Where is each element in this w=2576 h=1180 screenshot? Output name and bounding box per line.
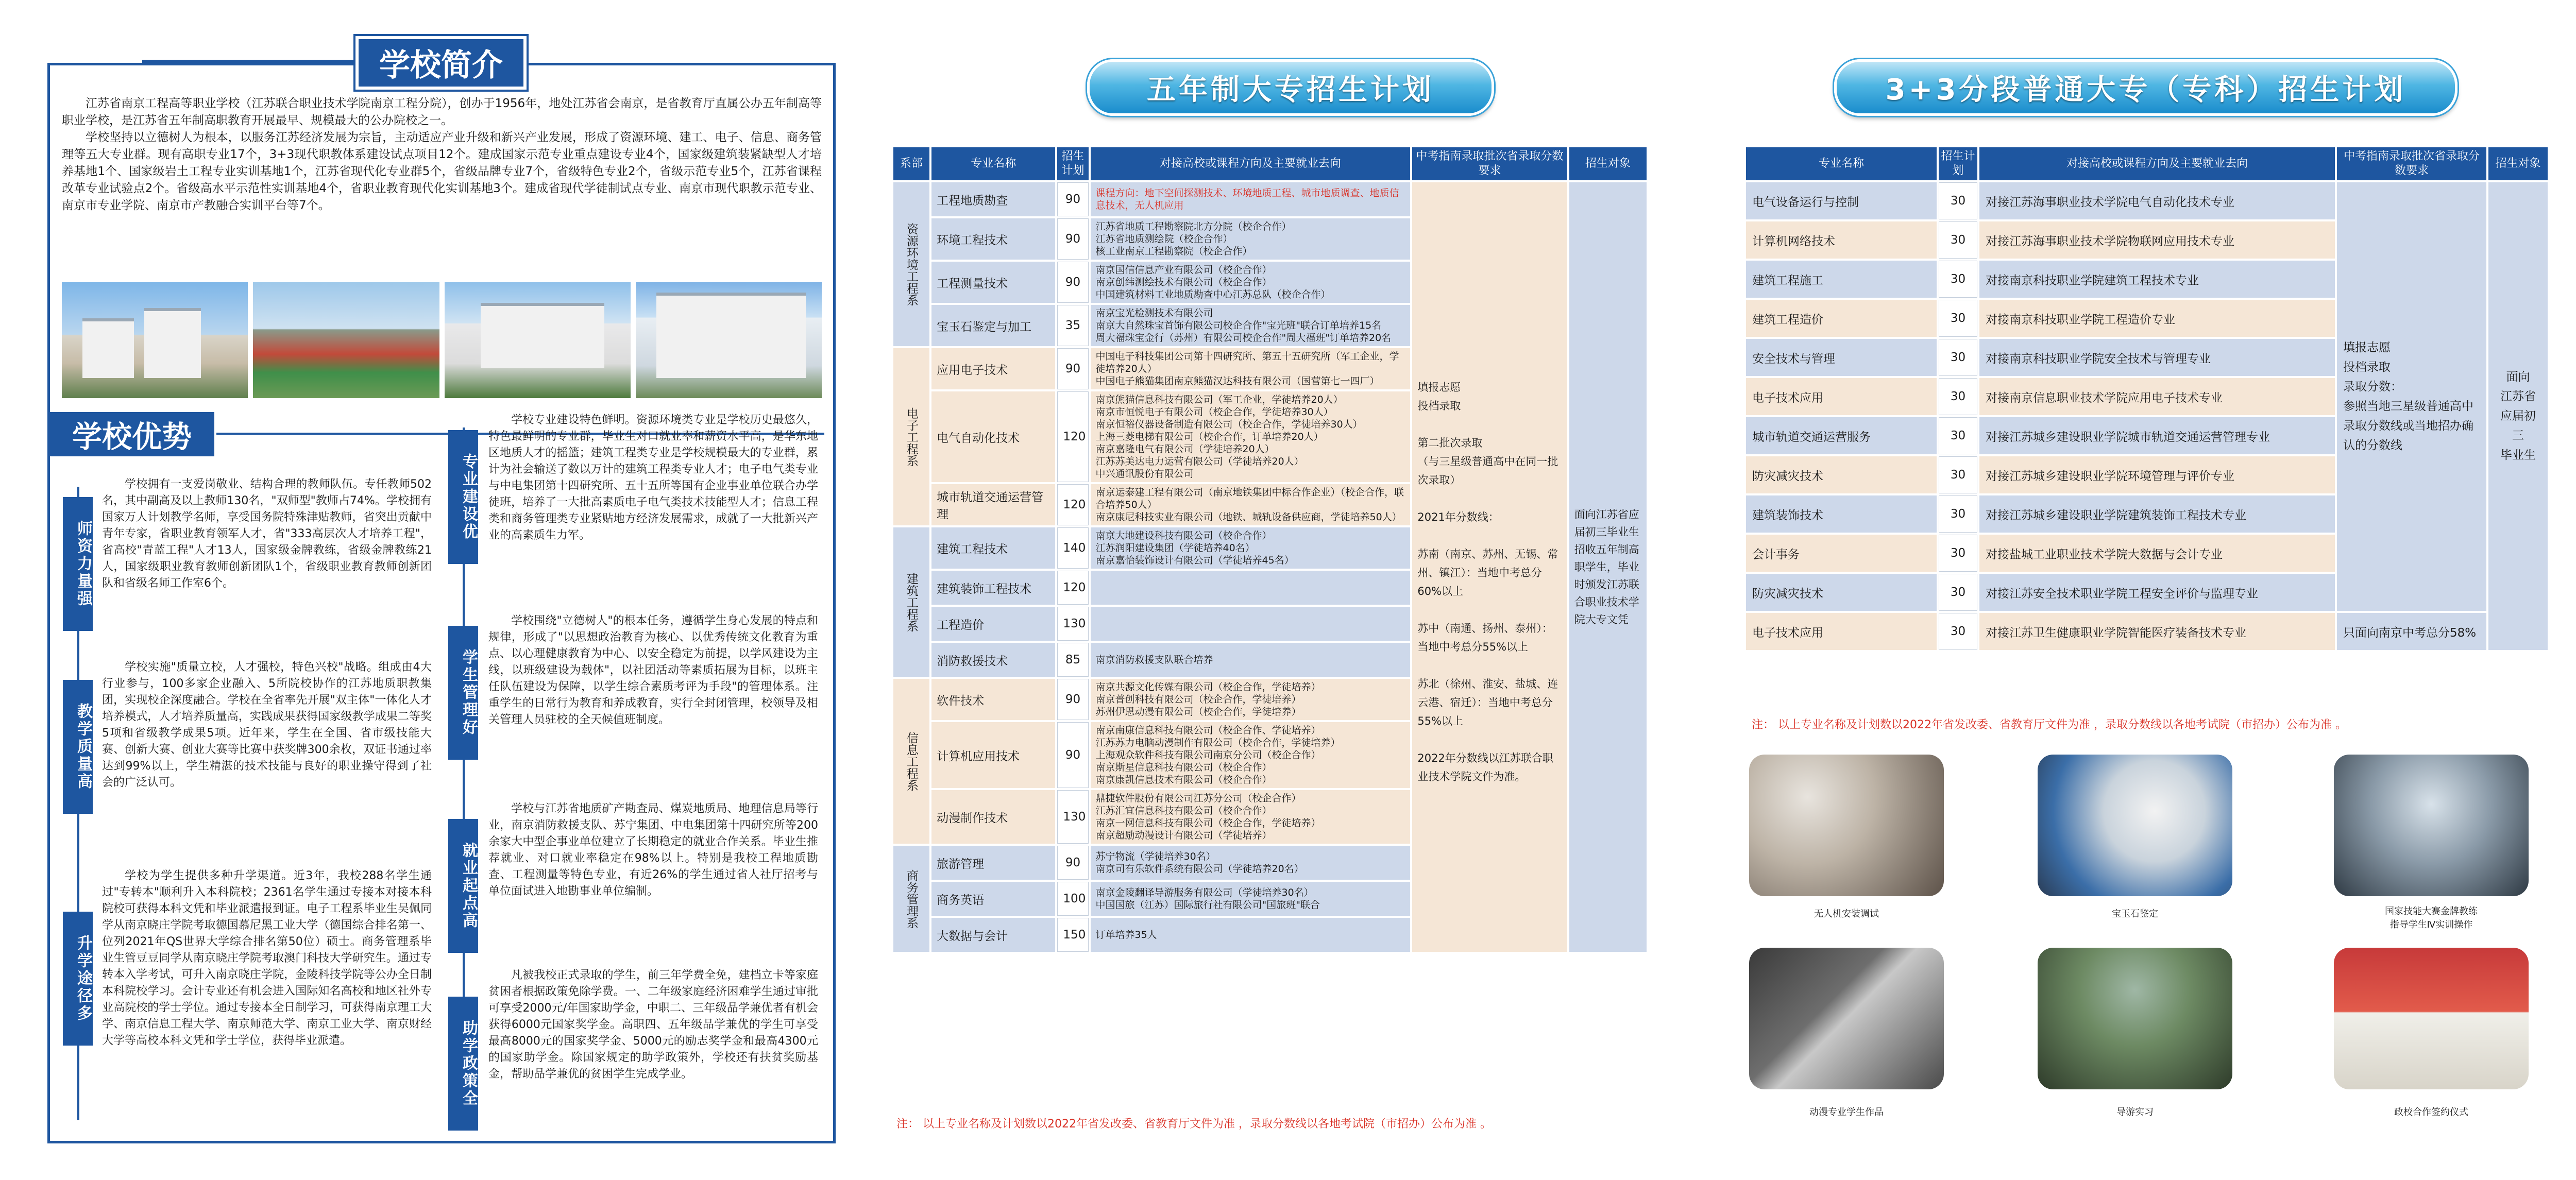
gallery-photo <box>2334 948 2529 1089</box>
quota-cell: 90 <box>1057 679 1088 720</box>
section-text-majors: 学校专业建设特色鲜明。资源环境类专业是学校历史最悠久，特色最鲜明的专业群，毕业生对口就业率和薪资水平高，是华东地区地质人才的摇篮；建筑工程类专业是学校规模最大的专业群，累计为社会输送了数以万计的建筑工程类专业人才；电子电气类专业与中电集团第十四研究所、五十五所等国有企业事业单位联合办学徒班，培养了一大批高素质电子电气类技术技能型人才；信息工程类和商务管理类专业紧贴地方经济发展需求，成就了一大批新兴产业的高素质生力军。 <box>488 414 818 542</box>
intro-paragraph: 学校坚持以立德树人为根本，以服务江苏经济发展为宗旨，主动适应产业升级和新兴产业发展，形成了资源环境、建工、电子、信息、商务管理等五大专业群。现有高职专业17个，3+3现代职教体系建设试点项目12个。建成国家示范专业重点建设专业4个，国家级建筑装紧缺型人才培养基地1个、国家级岩土工程专业实训基地1个，江苏省现代化专业群5个，省级品牌专业7个，省级特色专业2个，省级示范专业5个，江苏省课程改革专业试验点2个。省级高水平示范性实训基地4个，省职业教育现代化实训基地3个。建成省现代学徒制试点专业、南京市现代职教示范专业、南京市专业学院、南京市产教融合实训平台等7个。 <box>62 131 822 212</box>
campus-building-photo <box>636 282 822 398</box>
quota-cell: 90 <box>1057 846 1088 880</box>
major-name-cell: 工程地质勘查 <box>931 182 1055 216</box>
five-year-plan-table <box>891 145 1649 954</box>
department-cell: 信息工程系 <box>893 679 929 844</box>
column-header: 系部 <box>893 147 929 180</box>
column-header: 中考指南录取批次省录取分数要求 <box>2337 147 2486 180</box>
quota-cell: 120 <box>1057 391 1088 482</box>
section-tag-teaching: 教学质量高 <box>63 680 93 814</box>
major-name-cell: 工程测量技术 <box>931 262 1055 303</box>
cooperation-cell: 对接江苏卫生健康职业学院智能医疗装备技术专业 <box>1979 613 2335 650</box>
cooperation-cell: 对接南京科技职业学院工程造价专业 <box>1979 300 2335 337</box>
gallery-photo <box>1749 948 1944 1089</box>
quota-cell: 30 <box>1939 261 1977 298</box>
table-header-row <box>893 147 1647 180</box>
school-advantages-title: 学校优势 <box>49 412 214 456</box>
campus-photo <box>62 282 248 398</box>
cooperation-cell: 对接江苏城乡建设职业学院城市轨道交通运营管理专业 <box>1979 417 2335 454</box>
three-plus-three-banner: 3+3分段普通大专（专科）招生计划 <box>1834 59 2458 116</box>
column-header: 招生计划 <box>1057 147 1088 180</box>
quota-cell: 35 <box>1057 305 1088 346</box>
quota-cell: 120 <box>1057 571 1088 605</box>
cooperation-cell: 对接江苏安全技术职业学院工程安全评价与监理专业 <box>1979 574 2335 611</box>
gallery-caption: 动漫专业学生作品 <box>1809 1107 1884 1118</box>
gallery-caption: 无人机安装调试 <box>1814 909 1879 919</box>
major-name-cell: 计算机应用技术 <box>931 722 1055 788</box>
cooperation-cell: 对接江苏海事职业技术学院物联网应用技术专业 <box>1979 221 2335 259</box>
quota-cell: 30 <box>1939 613 1977 650</box>
enrollment-target-cell: 面向江苏省应届初三毕业生招收五年制高职学生，毕业时颁发江苏联合职业技术学院大专文凭 <box>1569 182 1647 952</box>
gallery-caption: 国家技能大赛金牌教练 指导学生Ⅳ实训操作 <box>2385 906 2478 930</box>
quota-cell: 85 <box>1057 643 1088 677</box>
cooperation-cell: 南京金陵翻译导游服务有限公司（学徒培养30名） 中国国旅（江苏）国际旅行社有限公司"国旅班"联合 <box>1091 882 1411 916</box>
column-header: 专业名称 <box>931 147 1055 180</box>
major-name-cell: 宝玉石鉴定与加工 <box>931 305 1055 346</box>
enrollment-target-cell: 面向 江苏省 应届初三 毕业生 <box>2488 182 2548 650</box>
table-row <box>893 182 1647 216</box>
column-header: 对接高校或课程方向及主要就业去向 <box>1091 147 1411 180</box>
intro-paragraph: 江苏省南京工程高等职业学校（江苏联合职业技术学院南京工程分院），创办于1956年，地处江苏省会南京，是省教育厅直属公办五年制高等职业学校，是江苏省五年制高职教育开展最早、规模最大的公办院校之一。 <box>62 97 822 127</box>
school-intro-title: 学校简介 <box>355 36 527 90</box>
admission-requirement-cell: 填报志愿 投档录取 录取分数： 参照当地三星级普通高中录取分数线或当地招办确认的分数线 <box>2337 182 2486 611</box>
department-cell: 商务管理系 <box>893 846 929 952</box>
cooperation-cell: 对接江苏海事职业技术学院电气自动化技术专业 <box>1979 182 2335 219</box>
major-name-cell: 电子技术应用 <box>1746 378 1937 415</box>
major-name-cell: 电子技术应用 <box>1746 613 1937 650</box>
section-text-faculty: 学校拥有一支爱岗敬业、结构合理的教师队伍。专任教师502名，其中副高及以上教师130名，"双师型"教师占74%。学校拥有国家万人计划教学名师，享受国务院特殊津贴教师，省突出贡献中青年专家，省职业教育领军人才，省"333高层次人才培养工程"，省高校"青蓝工程"人才13人，国家级金牌教练，省级金牌教练21人，国家级职业教育教师创新团队1个，省级职业教育教师创新团队和省级名师工作室6个。 <box>102 478 432 590</box>
five-year-plan-note: 注： 以上专业名称及计划数以2022年省发改委、省教育厅文件为准 ，录取分数线以各地考试院（市招办）公布为准 。 <box>896 1118 1492 1131</box>
section-text-employment: 学校与江苏省地质矿产勘查局、煤炭地质局、地理信息局等行业，南京消防救援支队、苏宁集团、中电集团第十四研究所等200余家大中型企事业单位建立了长期稳定的就业合作关系。毕业生推荐就业、对口就业率稳定在98%以上。特别是我校工程地质勘查、工程测量等特色专业，有近26%的学生通过省人社厅招考与单位面试进入地勘事业单位编制。 <box>488 802 818 898</box>
quota-cell: 90 <box>1057 218 1088 260</box>
column-header: 对接高校或课程方向及主要就业去向 <box>1979 147 2335 180</box>
quota-cell: 120 <box>1057 484 1088 525</box>
cooperation-cell: 课程方向：地下空间探测技术、环境地质工程、城市地质调查、地质信息技术，无人机应用 <box>1091 182 1411 216</box>
quota-cell: 30 <box>1939 300 1977 337</box>
gallery-caption: 导游实习 <box>2116 1107 2154 1118</box>
cooperation-cell: 中国电子科技集团公司第十四研究所、第五十五研究所（军工企业，学徒培养20人） 中国电子熊猫集团南京熊猫汉达科技有限公司（国营第七一四厂） <box>1091 348 1411 389</box>
quota-cell: 30 <box>1939 417 1977 454</box>
gallery-photo <box>2038 948 2232 1089</box>
major-name-cell: 应用电子技术 <box>931 348 1055 389</box>
cooperation-cell: 南京南康信息科技有限公司（校企合作、学徒培养） 江苏苏力电脑动漫制作有限公司（校企合作，学徒培养） 上海观众软件科技有限公司南京分公司（校企合作） 南京斯星信息科技有限公司（校企合作） 南京康凯信息技术有限公司（校企合作） <box>1091 722 1411 788</box>
cooperation-cell: 南京熊猫信息科技有限公司（军工企业，学徒培养20人） 南京市恒悦电子有限公司（校企合作，学徒培养30人） 南京恒裕仪器设备制造有限公司（校企合作，学徒培养30人） 上海三菱电梯有限公司（校企合作，订单培养20人） 南京嘉隆电气有限公司（学徒培养20人） 江苏苏美达电力运营有限公司（学徒培养20人） 中兴通讯股份有限公司 <box>1091 391 1411 482</box>
section-text-student-management: 学校围绕"立德树人"的根本任务，遵循学生身心发展的特点和规律，形成了"以思想政治教育为核心、以优秀传统文化教育为重点、以心理健康教育为中心、以安全稳定为前提，以学风建设为主线，以班级建设为载体"，以社团活动等素质拓展为目标，以班主任队伍建设为保障，以学生综合素质考评为手段"的管理体系。注重学生的日常行为教育和养成教育，实行全封闭管理，校领导及相关管理人员驻校的全天候值班制度。 <box>488 614 818 726</box>
major-name-cell: 建筑装饰工程技术 <box>931 571 1055 605</box>
quota-cell: 30 <box>1939 182 1977 219</box>
department-cell: 建筑工程系 <box>893 527 929 677</box>
quota-cell: 90 <box>1057 262 1088 303</box>
cooperation-cell: 南京消防救援支队联合培养 <box>1091 643 1411 677</box>
column-header: 招生对象 <box>2488 147 2548 180</box>
cooperation-cell: 南京宝光检测技术有限公司 南京大自然珠宝首饰有限公司校企合作"宝光班"联合订单培养15名 周大福珠宝金行（苏州）有限公司校企合作"周大福班"订单培养20名 <box>1091 305 1411 346</box>
cooperation-cell: 南京国信信息产业有限公司（校企合作） 南京创纬测绘技术有限公司（校企合作） 中国建筑材料工业地质勘查中心江苏总队（校企合作） <box>1091 262 1411 303</box>
cooperation-cell: 南京共源文化传媒有限公司（校企合作，学徒培养） 南京普创科技有限公司（校企合作，学徒培养） 苏州伊恩动漫有限公司（校企合作，学徒培养） <box>1091 679 1411 720</box>
cooperation-cell: 南京运泰建工程有限公司（南京地铁集团中标合作企业）（校企合作，联合培养50人） 南京康尼科技实业有限公司（地铁、城轨设备供应商，学徒培养50人） <box>1091 484 1411 525</box>
major-name-cell: 电气设备运行与控制 <box>1746 182 1937 219</box>
major-name-cell: 建筑装饰技术 <box>1746 495 1937 533</box>
major-name-cell: 建筑工程施工 <box>1746 261 1937 298</box>
column-header: 专业名称 <box>1746 147 1937 180</box>
cooperation-cell: 对接南京科技职业学院安全技术与管理专业 <box>1979 339 2335 376</box>
cooperation-cell: 对接江苏城乡建设职业学院环境管理与评价专业 <box>1979 456 2335 493</box>
quota-cell: 30 <box>1939 456 1977 493</box>
three-plus-three-note: 注： 以上专业名称及计划数以2022年省发改委、省教育厅文件为准 ，录取分数线以各地考试院（市招办）公布为准 。 <box>1752 719 2347 731</box>
gallery-photo <box>2334 755 2529 896</box>
school-intro-text <box>62 95 822 214</box>
section-tag-employment: 就业起点高 <box>448 819 478 953</box>
major-name-cell: 城市轨道交通运营管理 <box>931 484 1055 525</box>
cooperation-cell <box>1091 571 1411 605</box>
campus-building-photo <box>445 282 631 398</box>
major-name-cell: 建筑工程造价 <box>1746 300 1937 337</box>
cooperation-cell: 对接江苏城乡建设职业学院建筑装饰工程技术专业 <box>1979 495 2335 533</box>
major-name-cell: 城市轨道交通运营服务 <box>1746 417 1937 454</box>
major-name-cell: 电气自动化技术 <box>931 391 1055 482</box>
gallery-caption: 政校合作签约仪式 <box>2394 1107 2468 1118</box>
quota-cell: 90 <box>1057 348 1088 389</box>
major-name-cell: 安全技术与管理 <box>1746 339 1937 376</box>
quota-cell: 30 <box>1939 378 1977 415</box>
section-text-financial-aid: 凡被我校正式录取的学生，前三年学费全免，建档立卡等家庭贫困者根据政策免除学费。一、二年级家庭经济困难学生通过审批可享受2000元/年国家助学金，中职二、三年级品学兼优者有机会获得6000元国家奖学金。高职四、五年级品学兼优的学生可享受最高8000元的国家奖学金、5000元的励志奖学金和最高4300元的国家助学金。除国家规定的助学政策外，学校还有扶贫奖励基金，帮助品学兼优的贫困学生完成学业。 <box>488 969 818 1081</box>
section-text-further-study: 学校为学生提供多种升学渠道。近3年，我校288名学生通过"专转本"顺利升入本科院校；2361名学生通过专接本对接本科院校可获得本科文凭和毕业派遣报到证。电子工程系毕业生吴佩同学从南京晓庄学院考取德国慕尼黑工业大学（德国综合排名第一、位列2021年QS世界大学综合排名第50位）硕士。商务管理系毕业生管豆豆同学从南京晓庄学院考取澳门科技大学研究生。通过专转本入学考试，可升入南京晓庄学院，金陵科技学院等公办全日制本科院校学习。会计专业还有机会进入国际知名高校和地区社外专业高院校的学士学位。通过专接本全日制学习，可获得南京理工大学、南京信息工程大学、南京师范大学、南京工业大学、南京财经大学等高校本科文凭和学士学位，获得毕业派遣。 <box>102 869 432 1047</box>
quota-cell: 130 <box>1057 607 1088 641</box>
gallery-photo <box>2038 755 2232 896</box>
admission-requirement-cell: 填报志愿 投档录取 第二批次录取 （与三星级普通高中在同一批次录取） 2021年分数线： 苏南（南京、苏州、无锡、常州、镇江）：当地中考总分60%以上 苏中（南通、扬州、泰州）：当地中考总分55%以上 苏北（徐州、淮安、盐城、连云港、宿迁）：当地中考总分55%以上 2022年分数线以江苏联合职业技术学院文件为准。 <box>1412 182 1567 952</box>
major-name-cell: 旅游管理 <box>931 846 1055 880</box>
cooperation-cell: 对接南京科技职业学院建筑工程技术专业 <box>1979 261 2335 298</box>
campus-photo-strip <box>62 282 822 398</box>
major-name-cell: 环境工程技术 <box>931 218 1055 260</box>
major-name-cell: 消防救援技术 <box>931 643 1055 677</box>
major-name-cell: 计算机网络技术 <box>1746 221 1937 259</box>
quota-cell: 90 <box>1057 722 1088 788</box>
table-row <box>1746 182 2548 219</box>
section-tag-majors: 专业建设优 <box>448 430 478 564</box>
major-name-cell: 防灾减灾技术 <box>1746 456 1937 493</box>
five-year-plan-banner: 五年制大专招生计划 <box>1087 59 1494 116</box>
quota-cell: 30 <box>1939 495 1977 533</box>
sports-field-photo <box>253 282 439 398</box>
column-header: 中考指南录取批次省录取分数要求 <box>1412 147 1567 180</box>
major-name-cell: 大数据与会计 <box>931 918 1055 952</box>
admission-requirement-cell: 只面向南京中考总分58% <box>2337 613 2486 650</box>
cooperation-cell: 江苏省地质工程勘察院北方分院（校企合作） 江苏省地质测绘院（校企合作） 核工业南京工程勘察院（校企合作） <box>1091 218 1411 260</box>
major-name-cell: 动漫制作技术 <box>931 790 1055 844</box>
major-name-cell: 会计事务 <box>1746 535 1937 572</box>
section-tag-faculty: 师资力量强 <box>63 497 93 631</box>
major-name-cell: 软件技术 <box>931 679 1055 720</box>
quota-cell: 100 <box>1057 882 1088 916</box>
major-name-cell: 建筑工程技术 <box>931 527 1055 569</box>
major-name-cell: 工程造价 <box>931 607 1055 641</box>
cooperation-cell: 南京大地建设科技有限公司（校企合作） 江苏润阳建设集团（学徒培养40名） 南京嘉怡装饰设计有限公司（学徒培养45名） <box>1091 527 1411 569</box>
quota-cell: 30 <box>1939 221 1977 259</box>
quota-cell: 90 <box>1057 182 1088 216</box>
three-plus-three-plan-table <box>1744 145 2550 652</box>
quota-cell: 30 <box>1939 339 1977 376</box>
section-tag-further-study: 升学途径多 <box>63 912 93 1046</box>
section-text-teaching: 学校实施"质量立校，人才强校，特色兴校"战略。组成由4大行业参与，100多家企业融入、5所院校协作的江苏地质职教集团，实现校企深度融合。学校在全省率先开展"双主体"一体化人才培养模式，人才培养质量高，实践成果获得国家级教学成果二等奖5项和省级教学成果5项。近年来，学生在全国、省市级技能大赛、创新大赛、创业大赛等比赛中获奖牌300余枚，双证书通过率达到99%以上，学生精湛的技术技能与良好的职业操守得到了社会的广泛认可。 <box>102 661 432 789</box>
cooperation-cell: 苏宁物流（学徒培养30名） 南京司有乐软件系统有限公司（学徒培养20名） <box>1091 846 1411 880</box>
quota-cell: 130 <box>1057 790 1088 844</box>
section-tag-financial-aid: 助学政策全 <box>448 997 478 1131</box>
quota-cell: 30 <box>1939 535 1977 572</box>
gallery-caption: 宝玉石鉴定 <box>2112 909 2158 919</box>
quota-cell: 140 <box>1057 527 1088 569</box>
quota-cell: 30 <box>1939 574 1977 611</box>
major-name-cell: 商务英语 <box>931 882 1055 916</box>
cooperation-cell <box>1091 607 1411 641</box>
gallery-photo <box>1749 755 1944 896</box>
table-header-row <box>1746 147 2548 180</box>
department-cell: 资源环境工程系 <box>893 182 929 346</box>
cooperation-cell: 订单培养35人 <box>1091 918 1411 952</box>
cooperation-cell: 对接盐城工业职业技术学院大数据与会计专业 <box>1979 535 2335 572</box>
table-row <box>1746 613 2548 650</box>
column-header: 招生对象 <box>1569 147 1647 180</box>
department-cell: 电子工程系 <box>893 348 929 525</box>
cooperation-cell: 对接南京信息职业技术学院应用电子技术专业 <box>1979 378 2335 415</box>
quota-cell: 150 <box>1057 918 1088 952</box>
section-tag-student-management: 学生管理好 <box>448 626 478 760</box>
cooperation-cell: 鼎捷软件股份有限公司江苏分公司（校企合作） 江苏汇宜信息科技有限公司（校企合作） 南京一网信息科技有限公司（校企合作，学徒培养） 南京超励动漫设计有限公司（学徒培养） <box>1091 790 1411 844</box>
column-header: 招生计划 <box>1939 147 1977 180</box>
major-name-cell: 防灾减灾技术 <box>1746 574 1937 611</box>
